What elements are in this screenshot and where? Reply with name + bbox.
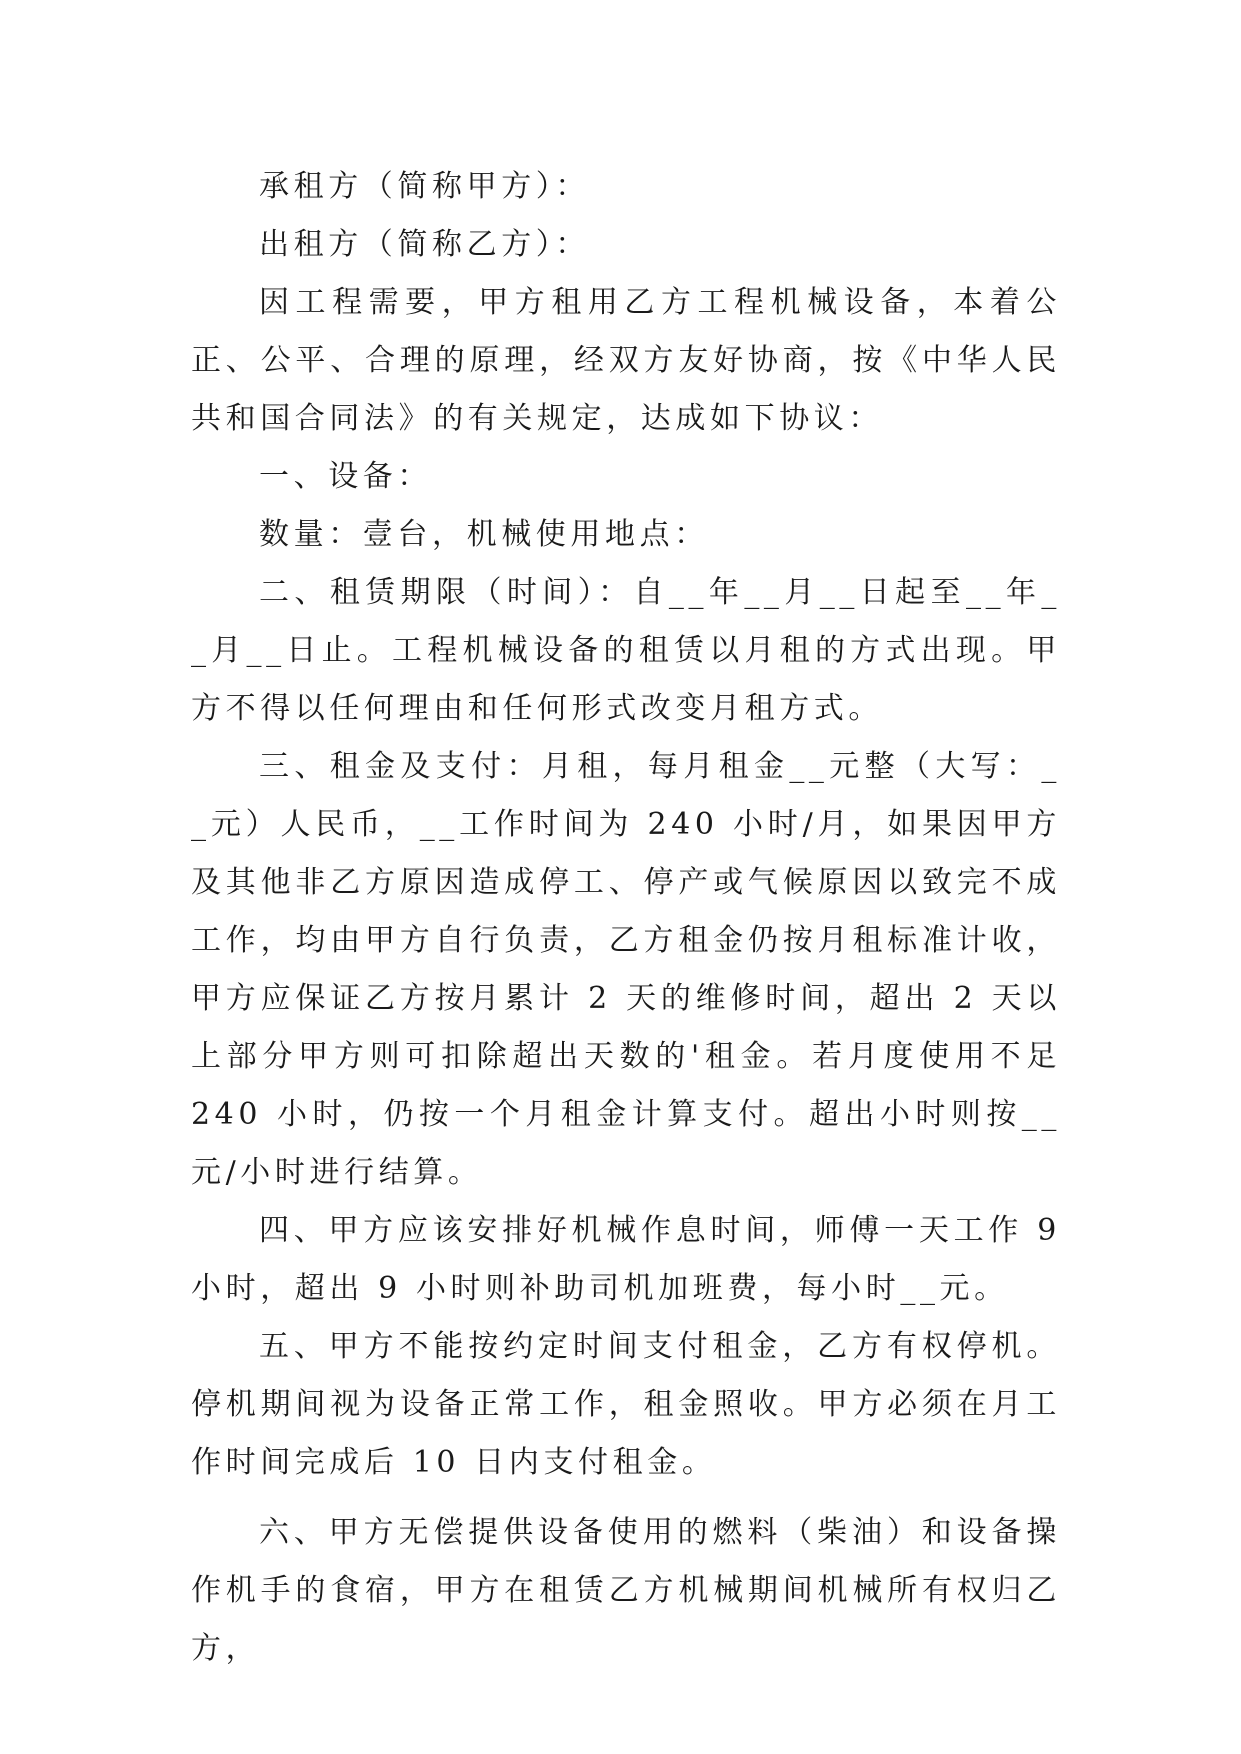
- clause-2-lease-term: 二、租赁期限（时间）：自__年__月__日起至__年__月__日止。工程机械设备的租赁以月租的方式出现。甲方不得以任何理由和任何形式改变月租方式。: [191, 575, 1061, 726]
- document-body: [191, 158, 1061, 1678]
- lessor-line: 出租方（简称乙方）：: [259, 227, 590, 262]
- clause-5-late-payment: 五、甲方不能按约定时间支付租金，乙方有权停机。停机期间视为设备正常工作，租金照收。甲方必须在月工作时间完成后 10 日内支付租金。: [191, 1329, 1061, 1480]
- preamble-paragraph: 因工程需要，甲方租用乙方工程机械设备，本着公正、公平、合理的原理，经双方友好协商，按《中华人民共和国合同法》的有关规定，达成如下协议：: [191, 285, 1061, 436]
- equipment-quantity-line: 数量：壹台，机械使用地点：: [259, 517, 709, 552]
- clause-1-heading: 一、设备：: [259, 459, 432, 494]
- lessee-line: 承租方（简称甲方）：: [259, 169, 590, 204]
- clause-4-work-hours: 四、甲方应该安排好机械作息时间，师傅一天工作 9 小时，超出 9 小时则补助司机加班费，每小时__元。: [191, 1213, 1061, 1306]
- clause-3-rent-payment: 三、租金及支付：月租，每月租金__元整（大写：__元）人民币，__工作时间为 240 小时/月，如果因甲方及其他非乙方原因造成停工、停产或气候原因以致完不成工作，均由甲方自行负责，乙方租金仍按月租标准计收，甲方应保证乙方按月累计 2 天的维修时间，超出 2 天以上部分甲方则可扣除超出天数的'租金。若月度使用不足 240 小时，仍按一个月租金计算支付。超出小时则按__元/小时进行结算。: [191, 749, 1061, 1190]
- clause-6-fuel-lodging: 六、甲方无偿提供设备使用的燃料（柴油）和设备操作机手的食宿，甲方在租赁乙方机械期间机械所有权归乙方，: [191, 1515, 1061, 1666]
